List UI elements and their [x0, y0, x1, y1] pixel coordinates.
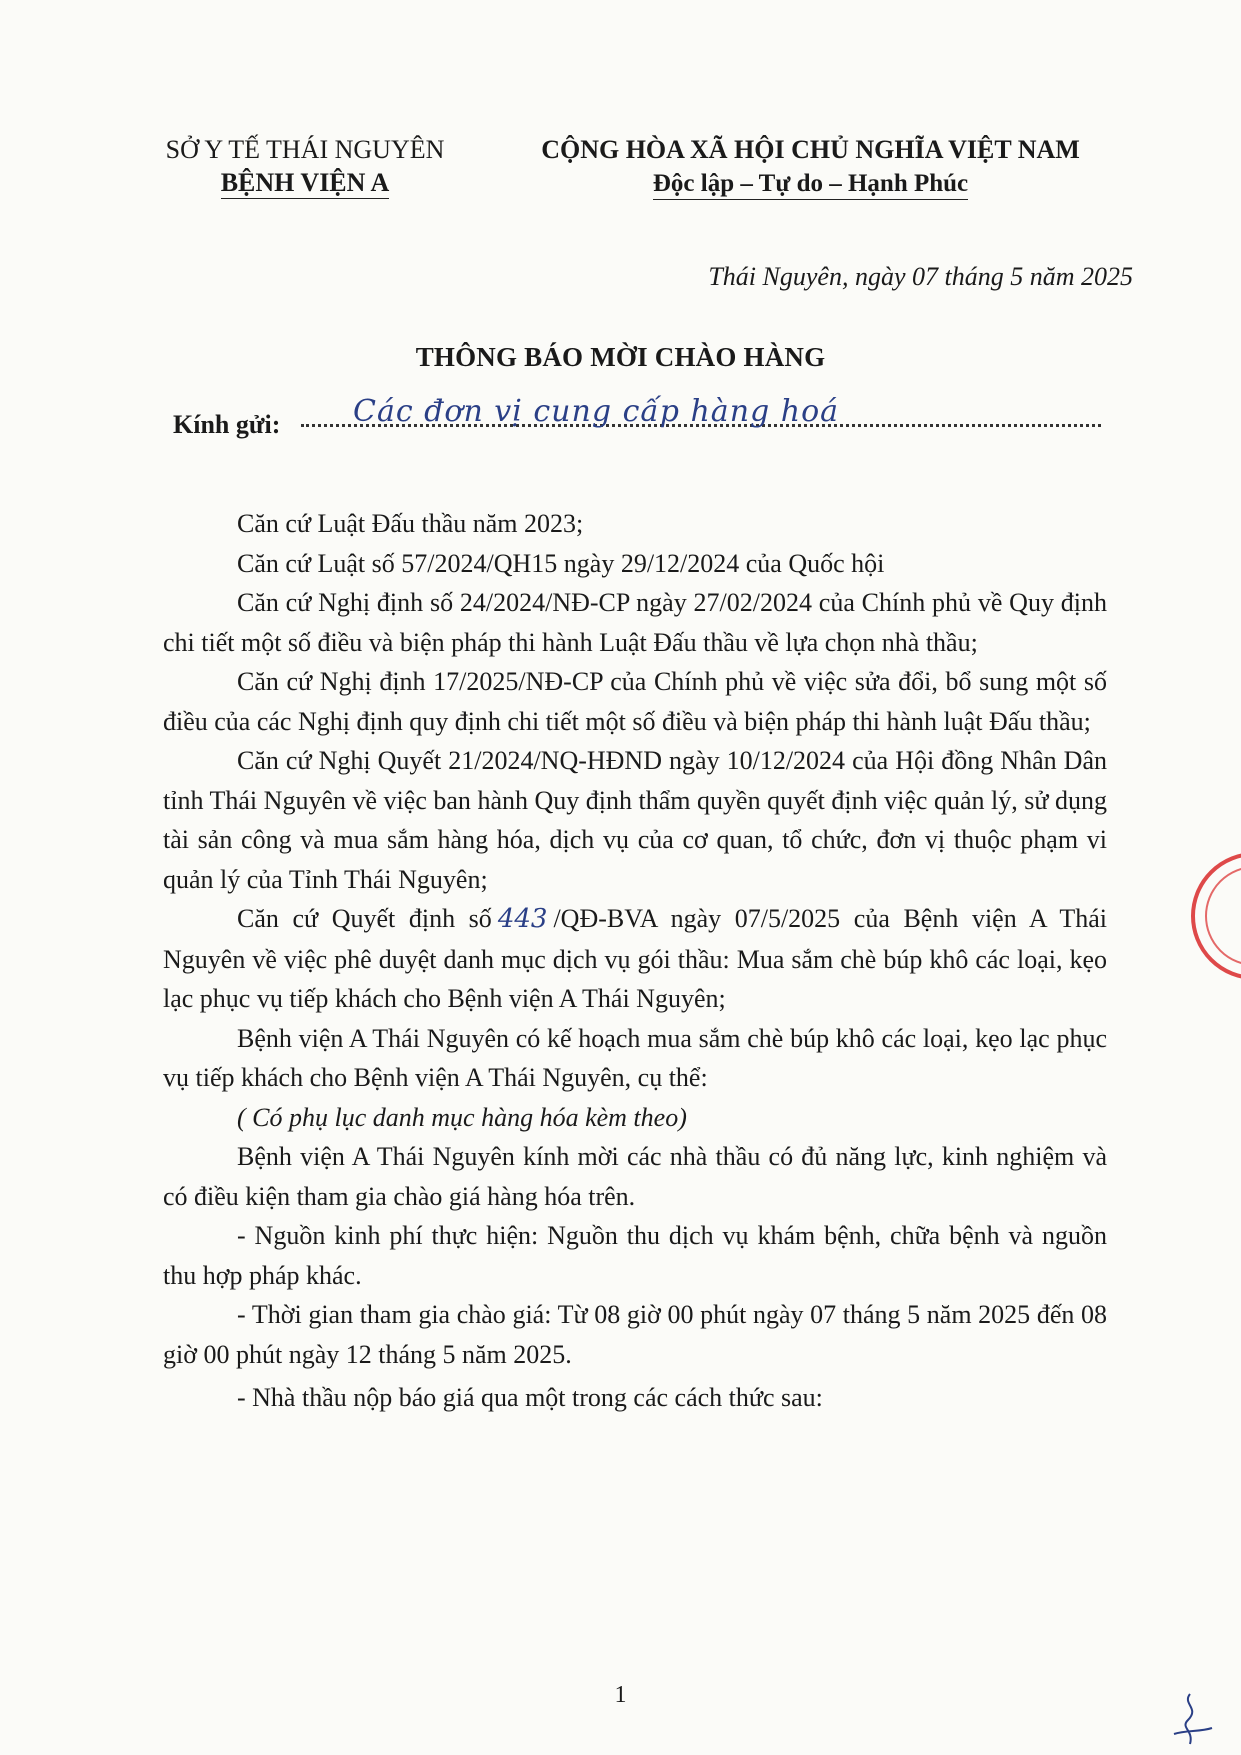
national-motto: Độc lập – Tự do – Hạnh Phúc	[653, 170, 968, 200]
red-seal-stamp	[1191, 852, 1241, 980]
paragraph-legal-basis-1: Căn cứ Luật Đấu thầu năm 2023;	[237, 509, 584, 538]
paragraph-legal-basis-2: Căn cứ Luật số 57/2024/QH15 ngày 29/12/2024 của Quốc hội	[237, 548, 885, 578]
paragraph-legal-basis-4: Căn cứ Nghị định 17/2025/NĐ-CP của Chính phủ về việc sửa đổi, bổ sung một số điều của các Nghị định quy định chi tiết một số điều và biện pháp thi hành luật Đấu thầu;	[163, 667, 1107, 736]
document-title: THÔNG BÁO MỜI CHÀO HÀNG	[415, 342, 826, 372]
issuer-block	[140, 133, 470, 199]
national-title-block	[508, 133, 1113, 200]
parent-organization: SỞ Y TẾ THÁI NGUYÊN	[165, 135, 445, 164]
paragraph-submission-methods: - Nhà thầu nộp báo giá qua một trong các cách thức sau:	[237, 1383, 823, 1412]
decision-suffix: /QĐ-BVA ngày 07/5/2025 của Bệnh viện A Thái Nguyên về việc phê duyệt danh mục dịch vụ gói thầu: Mua sắm chè búp khô các loại, kẹo lạc phục vụ tiếp khách cho Bệnh viện A Thái Nguyên;	[163, 904, 1107, 1013]
paragraph-appendix-note: ( Có phụ lục danh mục hàng hóa kèm theo)	[237, 1102, 687, 1132]
organization-name: BỆNH VIỆN A	[220, 168, 390, 197]
recipient-line	[173, 394, 1103, 440]
recipient-handwritten: Các đơn vị cung cấp hàng hoá	[353, 394, 840, 429]
paragraph-bidding-time: - Thời gian tham gia chào giá: Từ 08 giờ 00 phút ngày 07 tháng 5 năm 2025 đến 08 giờ 00 phút ngày 12 tháng 5 năm 2025.	[163, 1300, 1107, 1369]
paragraph-legal-basis-5: Căn cứ Nghị Quyết 21/2024/NQ-HĐND ngày 10/12/2024 của Hội đồng Nhân Dân tỉnh Thái Nguyên về việc ban hành Quy định thẩm quyền quyết định việc quản lý, sử dụng tài sản công và mua sắm hàng hóa, dịch vụ của cơ quan, tổ chức, đơn vị thuộc phạm vi quản lý của Tỉnh Thái Nguyên;	[163, 746, 1107, 894]
recipient-label: Kính gửi:	[173, 410, 281, 439]
paragraph-legal-basis-3: Căn cứ Nghị định số 24/2024/NĐ-CP ngày 27/02/2024 của Chính phủ về Quy định chi tiết một số điều và biện pháp thi hành Luật Đấu thầu về lựa chọn nhà thầu;	[163, 588, 1107, 657]
date-line: Thái Nguyên, ngày 07 tháng 5 năm 2025	[708, 262, 1133, 291]
decision-prefix: Căn cứ Quyết định số	[237, 904, 492, 933]
paragraph-funding: - Nguồn kinh phí thực hiện: Nguồn thu dịch vụ khám bệnh, chữa bệnh và nguồn thu hợp pháp khác.	[163, 1221, 1107, 1290]
paragraph-decision	[163, 899, 1107, 1019]
document-body	[163, 504, 1107, 1418]
paragraph-plan: Bệnh viện A Thái Nguyên có kế hoạch mua sắm chè búp khô các loại, kẹo lạc phục vụ tiếp khách cho Bệnh viện A Thái Nguyên, cụ thể:	[163, 1023, 1107, 1092]
paragraph-invitation: Bệnh viện A Thái Nguyên kính mời các nhà thầu có đủ năng lực, kinh nghiệm và có điều kiện tham gia chào giá hàng hóa trên.	[163, 1142, 1107, 1211]
page-number: 1	[614, 1682, 627, 1708]
national-title: CỘNG HÒA XÃ HỘI CHỦ NGHĨA VIỆT NAM	[541, 135, 1080, 164]
decision-number-handwritten: 443	[497, 904, 548, 934]
